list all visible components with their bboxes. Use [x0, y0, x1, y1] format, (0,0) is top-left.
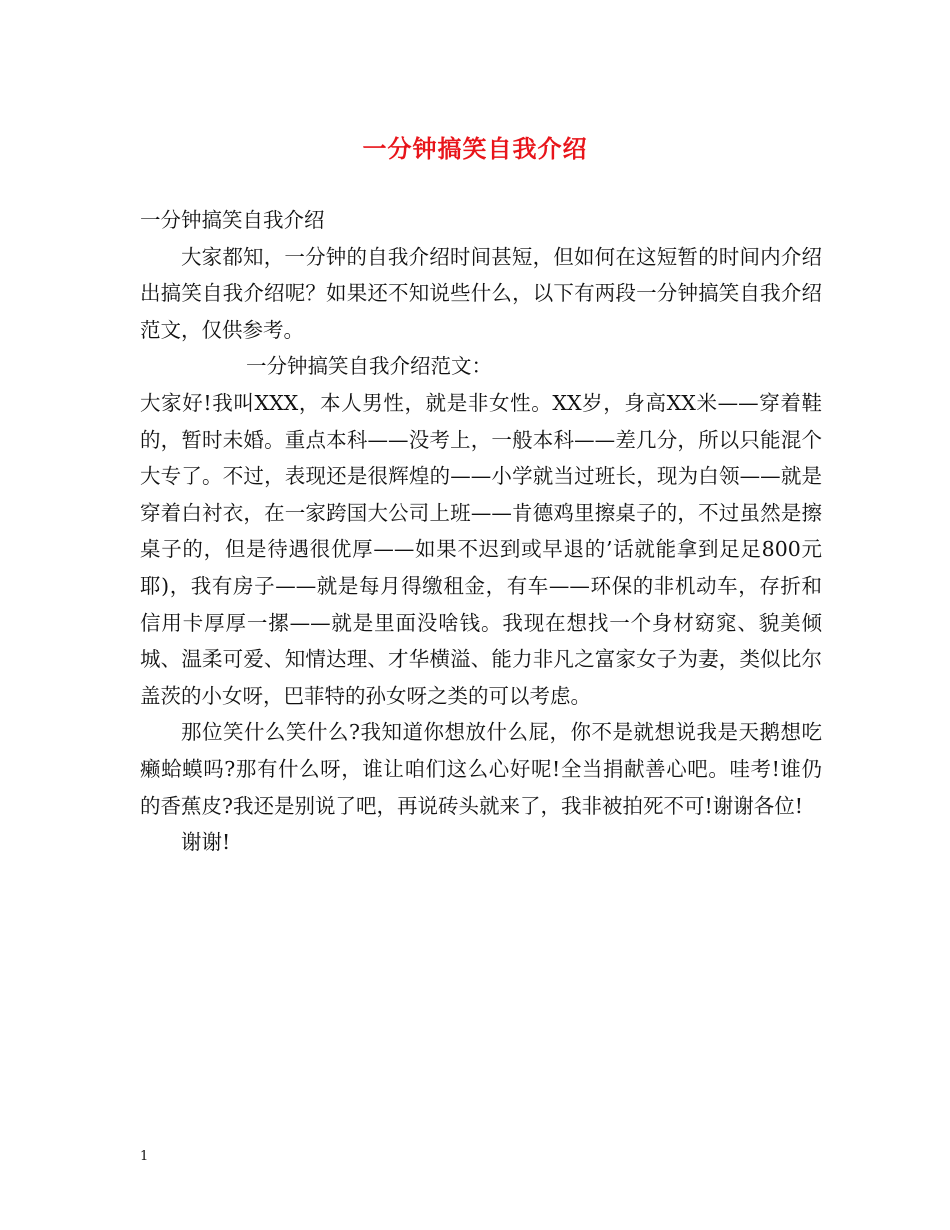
- document-title: 一分钟搞笑自我介绍: [362, 134, 588, 163]
- closing-line: 谢谢!: [181, 830, 231, 855]
- document-subtitle: 一分钟搞笑自我介绍: [140, 208, 325, 232]
- sample-paragraph-2: 那位笑什么笑什么?我知道你想放什么屁，你不是就想说我是天鹅想吃癞蛤蟆吗?那有什么呀，谁让咱们这么心好呢!全当捐献善心吧。哇考!谁仍的香蕉皮?我还是别说了吧，再说砖头就来了，我非被拍死不可!谢谢各位!: [140, 720, 822, 818]
- sample-heading: 一分钟搞笑自我介绍范文：: [246, 354, 492, 379]
- document-body: [140, 202, 822, 861]
- page-number: 1: [140, 1149, 149, 1164]
- intro-paragraph: 大家都知，一分钟的自我介绍时间甚短，但如何在这短暂的时间内介绍出搞笑自我介绍呢？如果还不知说些什么，以下有两段一分钟搞笑自我介绍范文，仅供参考。: [140, 244, 822, 342]
- sample-paragraph-1: 大家好!我叫XXX，本人男性，就是非女性。XX岁，身高XX米——穿着鞋的，暂时未婚。重点本科——没考上，一般本科——差几分，所以只能混个大专了。不过，表现还是很辉煌的——小学就当过班长，现为白领——就是穿着白衬衣，在一家跨国大公司上班——肯德鸡里擦桌子的，不过虽然是擦桌子的，但是待遇很优厚——如果不迟到或早退的’话就能拿到足足800元耶)，我有房子——就是每月得缴租金，有车——环保的非机动车，存折和信用卡厚厚一摞——就是里面没啥钱。我现在想找一个身材窈窕、貌美倾城、温柔可爱、知情达理、才华横溢、能力非凡之富家女子为妻，类似比尔盖茨的小女呀，巴菲特的孙女呀之类的可以考虑。: [140, 390, 822, 708]
